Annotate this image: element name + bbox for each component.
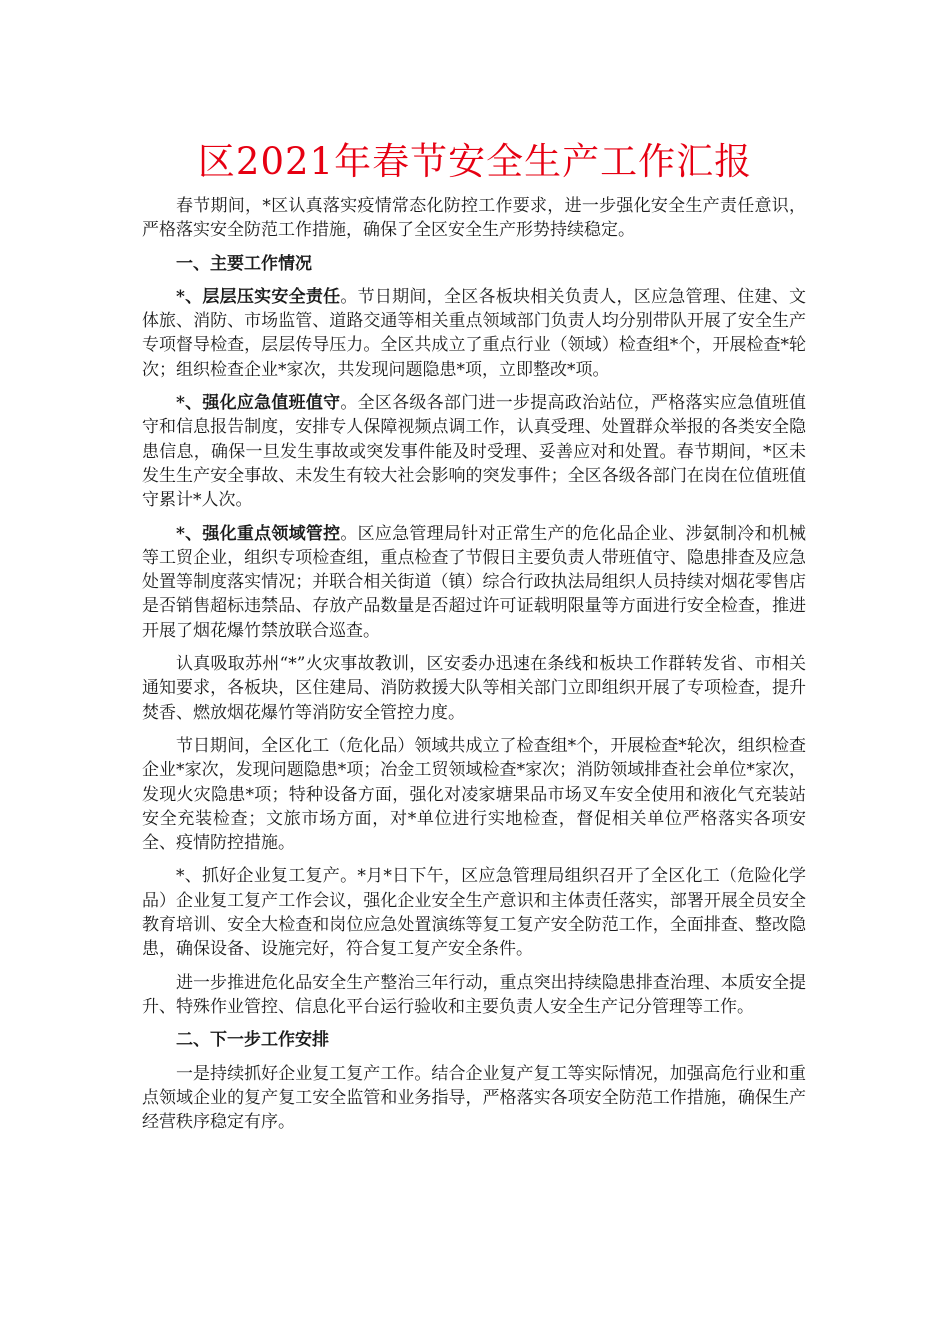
paragraph-text-duty: 。全区各级各部门进一步提高政治站位，严格落实应急值班值守和信息报告制度，安排专人保障视频点调工作，认真受理、处置群众举报的各类安全隐患信息，确保一旦发生事故或突发事件能及时受理、妥善应对和处置。春节期间，*区未发生生产安全事故、未发生有较大社会影响的突发事件；全区各级各部门在岗在位值班值守累计*人次。 [142, 393, 806, 511]
paragraph-lead-key-areas: *、强化重点领域管控 [176, 523, 341, 544]
document-title: 区2021年春节安全生产工作汇报 [197, 140, 753, 183]
intro-paragraph: 春节期间，*区认真落实疫情常态化防控工作要求，进一步强化安全生产责任意识，严格落实安全防范工作措施，确保了全区安全生产形势持续稳定。 [142, 196, 806, 241]
paragraph-lead-duty: *、强化应急值班值守 [176, 393, 341, 414]
paragraph-text-responsibility: 。节日期间，全区各板块相关负责人，区应急管理、住建、文体旅、消防、市场监管、道路交通等相关重点领域部门负责人均分别带队开展了安全生产专项督导检查，层层传导压力。全区共成立了重点行业（领域）检查组*个，开展检查*轮次；组织检查企业*家次，共发现问题隐患*项，立即整改*项。 [142, 286, 806, 380]
paragraph-text-key-areas: 。区应急管理局针对正常生产的危化品企业、涉氨制冷和机械等工贸企业，组织专项检查组，重点检查了节假日主要负责人带班值守、隐患排查及应急处置等制度落实情况；并联合相关街道（镇）综合行政执法局组织人员持续对烟花零售店是否销售超标违禁品、存放产品数量是否超过许可证载明限量等方面进行安全检查，推进开展了烟花爆竹禁放联合巡查。 [142, 523, 806, 641]
paragraph-key-areas [142, 522, 806, 643]
paragraph-duty [142, 391, 806, 512]
paragraph-next-step-one: 一是持续抓好企业复工复产工作。结合企业复产复工等实际情况，加强高危行业和重点领域企业的复产复工安全监管和业务指导，严格落实各项安全防范工作措施，确保生产经营秩序稳定有序。 [142, 1063, 806, 1133]
paragraph-three-year-action: 进一步推进危化品安全生产整治三年行动，重点突出持续隐患排查治理、本质安全提升、特殊作业管控、信息化平台运行验收和主要负责人安全生产记分管理等工作。 [142, 972, 806, 1017]
paragraph-resumption: *、抓好企业复工复产。*月*日下午，区应急管理局组织召开了全区化工（危险化学品）企业复工复产工作会议，强化企业安全生产意识和主体责任落实，部署开展全员安全教育培训、安全大检查和岗位应急处置演练等复工复产安全防范工作，全面排查、整改隐患，确保设备、设施完好，符合复工复产安全条件。 [142, 866, 806, 960]
paragraph-responsibility [142, 285, 806, 382]
paragraph-suzhou-lesson: 认真吸取苏州“*”火灾事故教训，区安委办迅速在条线和板块工作群转发省、市相关通知要求，各板块，区住建局、消防救援大队等相关部门立即组织开展了专项检查，提升焚香、燃放烟花爆竹等消防安全管控力度。 [142, 654, 806, 723]
paragraph-lead-responsibility: *、层层压实安全责任 [176, 286, 341, 307]
paragraph-holiday-inspections: 节日期间，全区化工（危化品）领域共成立了检查组*个，开展检查*轮次，组织检查企业*家次，发现问题隐患*项；冶金工贸领域检查*家次；消防领域排查社会单位*家次，发现火灾隐患*项；特种设备方面，强化对凌家塘果品市场叉车安全使用和液化气充装站安全充装检查；文旅市场方面，对*单位进行实地检查，督促相关单位严格落实各项安全、疫情防控措施。 [142, 735, 806, 854]
section-heading-next-steps: 二、下一步工作安排 [176, 1030, 329, 1051]
document-body [142, 194, 806, 1143]
section-heading-main-work: 一、主要工作情况 [176, 253, 312, 274]
